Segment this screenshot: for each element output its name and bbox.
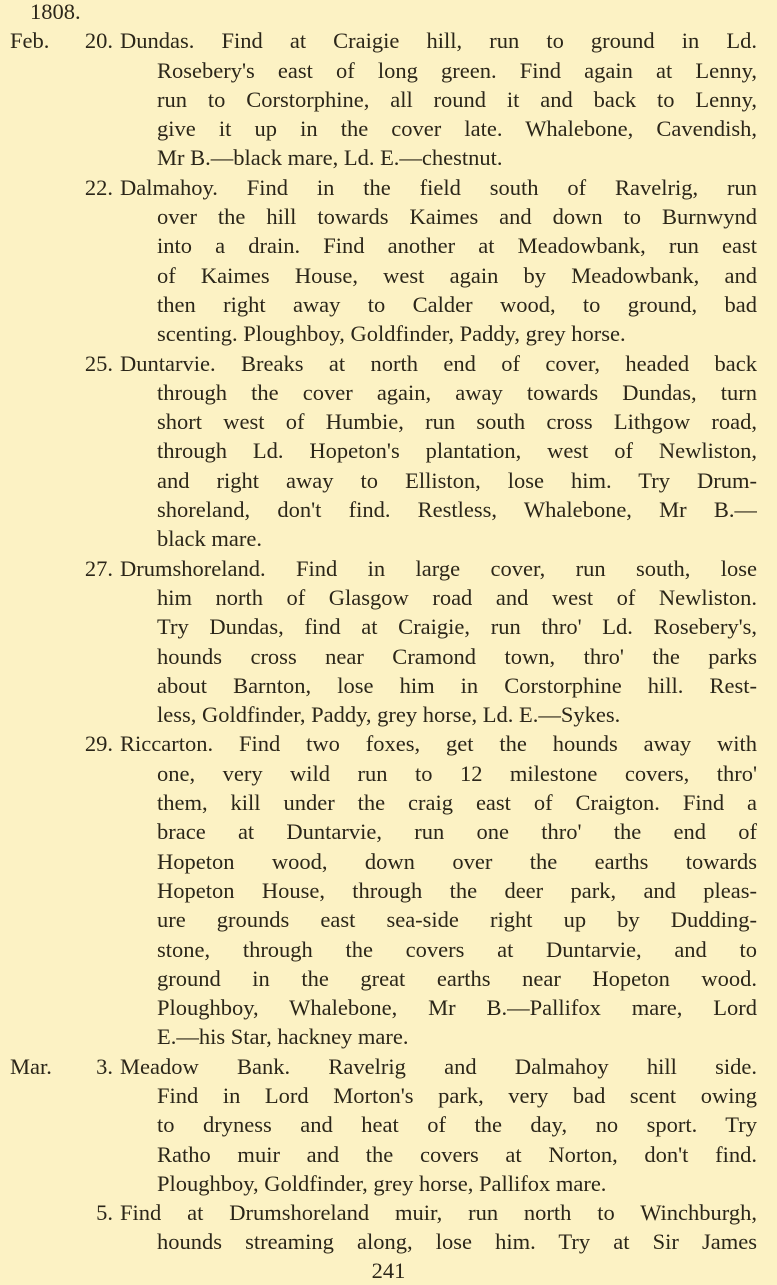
entry-date	[0, 729, 113, 758]
diary-entry	[0, 173, 777, 349]
entry-text-line: scenting. Ploughboy, Goldfinder, Paddy, grey horse.	[157, 321, 626, 347]
entry-first-line	[0, 173, 777, 202]
diary-entries	[0, 26, 777, 1256]
entry-day: 27.	[84, 555, 113, 581]
entry-day: 20.	[84, 28, 113, 54]
entry-first-line	[0, 1198, 777, 1227]
entry-text-line: of Kaimes House, west again by Meadowbank, and	[157, 262, 757, 288]
entry-text-line: black mare.	[157, 526, 262, 552]
entry-date	[0, 1052, 113, 1081]
entry-text-line: to dryness and heat of the day, no sport. Try	[157, 1112, 757, 1138]
entry-day: 25.	[84, 350, 113, 376]
entry-text-line: Hopeton House, through the deer park, and pleas-	[157, 877, 757, 903]
year-heading: 1808.	[30, 0, 81, 24]
entry-text-line: ure grounds east sea-side right up by Dudding-	[157, 907, 757, 933]
entry-text-line: brace at Duntarvie, run one thro' the end of	[157, 819, 757, 845]
diary-entry	[0, 349, 777, 554]
entry-text-line: Riccarton. Find two foxes, get the hounds away with	[120, 731, 757, 757]
entry-text-line: E.—his Star, hackney mare.	[157, 1024, 409, 1050]
entry-text-line: Try Dundas, find at Craigie, run thro' Ld. Rosebery's,	[157, 614, 757, 640]
diary-entry	[0, 1052, 777, 1198]
entry-text-line: one, very wild run to 12 milestone covers, thro'	[157, 760, 757, 786]
entry-text-line: Ploughboy, Whalebone, Mr B.—Pallifox mare, Lord	[157, 995, 757, 1021]
entry-first-line	[0, 26, 777, 55]
entry-text-line: stone, through the covers at Duntarvie, and to	[157, 936, 757, 962]
entry-first-line	[0, 349, 777, 378]
entry-first-line	[0, 729, 777, 758]
entry-text-line: ground in the great earths near Hopeton wood.	[157, 965, 757, 991]
entry-first-line	[0, 554, 777, 583]
diary-entry	[0, 554, 777, 730]
entry-text-line: Meadow Bank. Ravelrig and Dalmahoy hill side.	[120, 1053, 757, 1079]
entry-text-line: Dundas. Find at Craigie hill, run to ground in Ld.	[120, 28, 757, 54]
entry-text-line: into a drain. Find another at Meadowbank, run east	[157, 233, 757, 259]
entry-text-line: run to Corstorphine, all round it and back to Lenny,	[157, 86, 757, 112]
entry-day: 3.	[96, 1053, 113, 1079]
entry-date	[0, 173, 113, 202]
entry-text-line: Find at Drumshoreland muir, run north to Winchburgh,	[120, 1200, 757, 1226]
entry-date	[0, 554, 113, 583]
entry-text-line: shoreland, don't find. Restless, Whalebone, Mr B.—	[157, 497, 757, 523]
entry-text-line: Dalmahoy. Find in the field south of Ravelrig, run	[120, 174, 757, 200]
entry-text-line: Ploughboy, Goldfinder, grey horse, Pallifox mare.	[157, 1170, 607, 1196]
entry-text-line: through Ld. Hopeton's plantation, west of Newliston,	[157, 438, 757, 464]
entry-day: 5.	[96, 1200, 113, 1226]
diary-entry	[0, 26, 777, 172]
entry-first-line	[0, 1052, 777, 1081]
entry-text-line: hounds cross near Cramond town, thro' the parks	[157, 643, 757, 669]
entry-text-line: hounds streaming along, lose him. Try at Sir James	[157, 1229, 757, 1255]
entry-text-line: Drumshoreland. Find in large cover, run south, lose	[120, 555, 757, 581]
entry-text-line: less, Goldfinder, Paddy, grey horse, Ld. E.—Sykes.	[157, 702, 621, 728]
entry-text-line: through the cover again, away towards Dundas, turn	[157, 379, 757, 405]
entry-text-line: about Barnton, lose him in Corstorphine hill. Rest-	[157, 672, 757, 698]
entry-text-line: over the hill towards Kaimes and down to Burnwynd	[157, 204, 757, 230]
entry-text-line: short west of Humbie, run south cross Lithgow road,	[157, 409, 757, 435]
entry-text-line: Ratho muir and the covers at Norton, don't find.	[157, 1141, 757, 1167]
entry-day: 22.	[84, 174, 113, 200]
entry-text-line: give it up in the cover late. Whalebone, Cavendish,	[157, 116, 757, 142]
entry-text-line: Rosebery's east of long green. Find again at Lenny,	[157, 57, 757, 83]
entry-date	[0, 26, 113, 55]
entry-text-line: Mr B.—black mare, Ld. E.—chestnut.	[157, 145, 503, 171]
diary-entry	[0, 729, 777, 1051]
entry-date	[0, 349, 113, 378]
page-number: 241	[371, 1258, 406, 1283]
diary-entry	[0, 1198, 777, 1257]
entry-text-line: Duntarvie. Breaks at north end of cover, headed back	[120, 350, 757, 376]
entry-month: Mar.	[10, 1053, 52, 1079]
entry-text-line: Find in Lord Morton's park, very bad scent owing	[157, 1082, 757, 1108]
entry-date	[0, 1198, 113, 1227]
entry-text-line: then right away to Calder wood, to ground, bad	[157, 291, 757, 317]
entry-text-line: Hopeton wood, down over the earths towards	[157, 848, 757, 874]
entry-text-line: them, kill under the craig east of Craigton. Find a	[157, 790, 757, 816]
entry-text-line: him north of Glasgow road and west of Newliston.	[157, 584, 757, 610]
entry-month: Feb.	[10, 28, 50, 54]
entry-text-line: and right away to Elliston, lose him. Try Drum-	[157, 467, 757, 493]
entry-day: 29.	[84, 731, 113, 757]
